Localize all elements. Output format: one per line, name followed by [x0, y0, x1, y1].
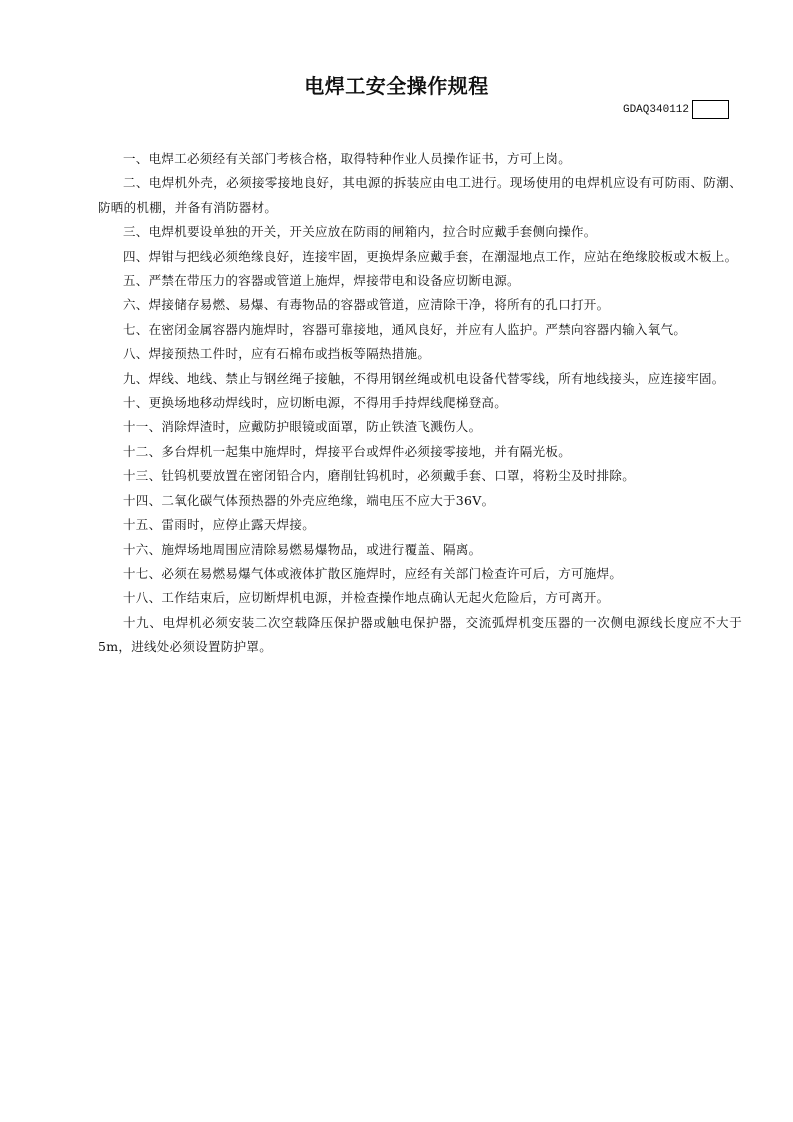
- rule-item: 二、电焊机外壳，必须接零接地良好，其电源的拆装应由电工进行。现场使用的电焊机应设有可防雨、防潮、防晒的机棚，并备有消防器材。: [98, 175, 742, 215]
- rule-item: 十四、二氧化碳气体预热器的外壳应绝缘，端电压不应大于36V。: [123, 492, 495, 508]
- rule-item: 八、焊接预热工件时，应有石棉布或挡板等隔热措施。: [123, 346, 431, 362]
- rule-item: 四、焊钳与把线必须绝缘良好，连接牢固，更换焊条应戴手套，在潮湿地点工作，应站在绝缘胶板或木板上。: [123, 248, 738, 264]
- rule-item: 十二、多台焊机一起集中施焊时，焊接平台或焊件必须接零接地，并有隔光板。: [123, 443, 572, 459]
- code-box: [692, 100, 729, 119]
- rule-item: 五、严禁在带压力的容器或管道上施焊，焊接带电和设备应切断电源。: [123, 273, 520, 289]
- rule-item: 十五、雷雨时，应停止露天焊接。: [123, 517, 316, 533]
- document-code: GDAQ340112: [622, 103, 689, 116]
- rule-item: 十一、消除焊渣时，应戴防护眼镜或面罩，防止铁渣飞溅伤人。: [123, 419, 482, 435]
- rule-item: 十七、必须在易燃易爆气体或液体扩散区施焊时，应经有关部门检查许可后，方可施焊。: [123, 565, 623, 581]
- document-title: 电焊工安全操作规程: [304, 74, 489, 98]
- document-body: [98, 147, 742, 660]
- rule-item: 十、更换场地移动焊线时，应切断电源，不得用手持焊线爬梯登高。: [123, 395, 508, 411]
- rule-item: 九、焊线、地线、禁止与钢丝绳子接触，不得用钢丝绳或机电设备代替零线，所有地线接头，应连接牢固。: [123, 370, 725, 386]
- rule-item: 十九、电焊机必须安装二次空载降压保护器或触电保护器，交流弧焊机变压器的一次侧电源线长度应不大于5m，进线处必须设置防护罩。: [98, 614, 742, 655]
- document-code-row: [623, 100, 729, 119]
- rule-item: 三、电焊机要设单独的开关，开关应放在防雨的闸箱内，拉合时应戴手套侧向操作。: [123, 224, 597, 240]
- rule-item: 六、焊接储存易燃、易爆、有毒物品的容器或管道，应清除干净，将所有的孔口打开。: [123, 297, 610, 313]
- rule-item: 七、在密闭金属容器内施焊时，容器可靠接地，通风良好，并应有人监护。严禁向容器内输入氧气。: [123, 321, 687, 337]
- rule-item: 十三、钍钨机要放置在密闭铅合内，磨削钍钨机时，必须戴手套、口罩，将粉尘及时排除。: [123, 468, 636, 484]
- rule-item: 一、电焊工必须经有关部门考核合格，取得特种作业人员操作证书，方可上岗。: [123, 151, 572, 166]
- rule-item: 十八、工作结束后，应切断焊机电源，并检查操作地点确认无起火危险后，方可离开。: [123, 590, 610, 606]
- rule-item: 十六、施焊场地周围应清除易燃易爆物品，或进行覆盖、隔离。: [123, 541, 482, 557]
